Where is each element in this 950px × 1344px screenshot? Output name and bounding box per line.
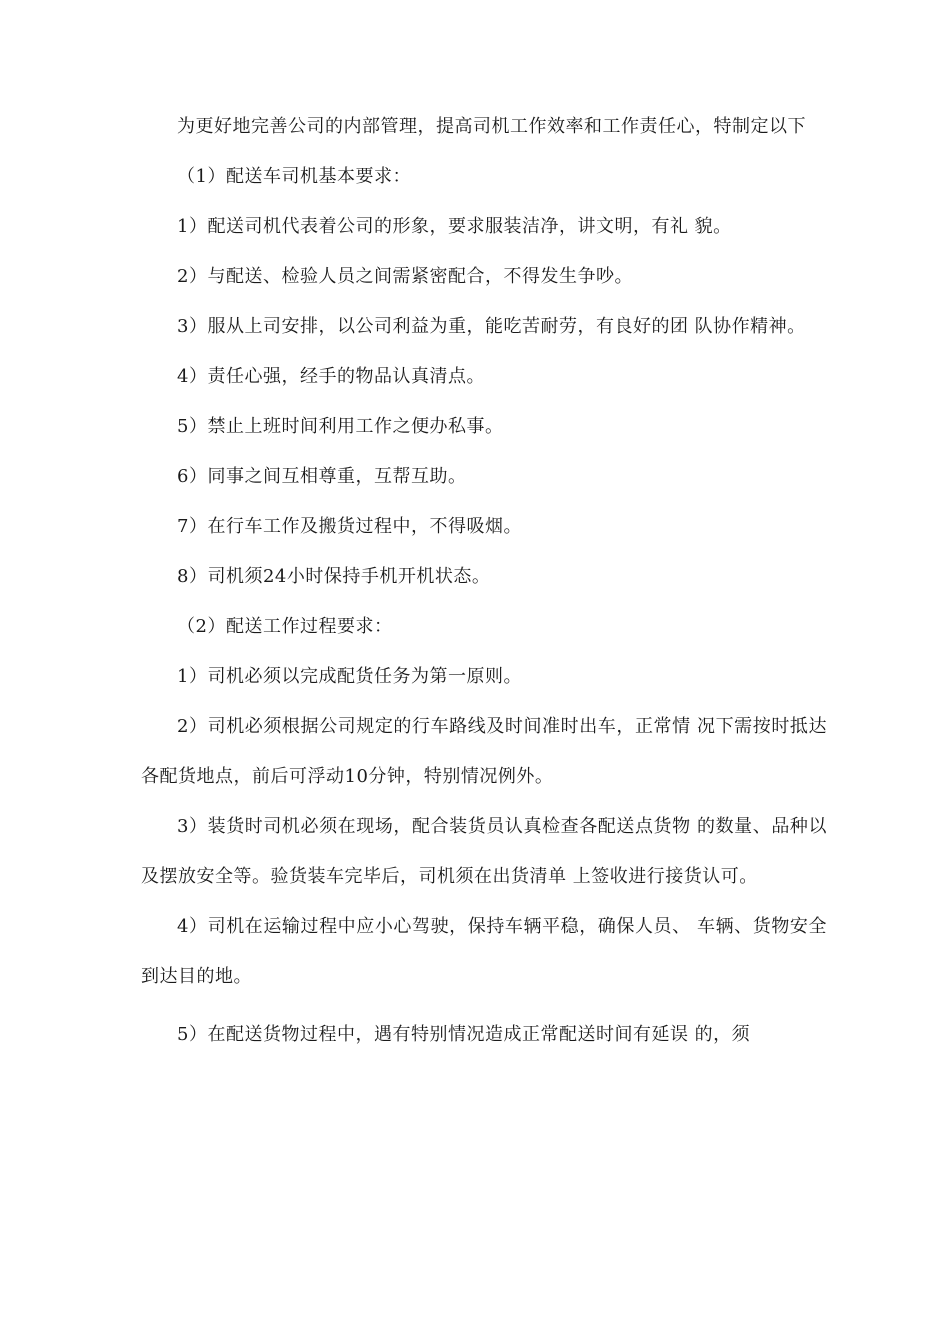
list-item: 3）装货时司机必须在现场，配合装货员认真检查各配送点货物 的数量、品种以及摆放安全等。验货装车完毕后，司机须在出货清单 上签收进行接货认可。: [141, 816, 827, 887]
section-heading-work-process: （2）配送工作过程要求：: [177, 616, 393, 637]
list-item: 1）司机必须以完成配货任务为第一原则。: [177, 666, 522, 687]
list-item: 2）与配送、检验人员之间需紧密配合，不得发生争吵。: [177, 266, 633, 287]
list-item: 5）在配送货物过程中，遇有特别情况造成正常配送时间有延误 的，须: [177, 1024, 751, 1045]
list-item: 3）服从上司安排，以公司利益为重，能吃苦耐劳，有良好的团 队协作精神。: [177, 316, 806, 337]
list-item: 6）同事之间互相尊重，互帮互助。: [177, 466, 467, 487]
list-item: 1）配送司机代表着公司的形象，要求服装洁净，讲文明，有礼 貌。: [177, 216, 732, 237]
section-heading-basic-requirements: （1）配送车司机基本要求：: [177, 166, 411, 187]
intro-paragraph: 为更好地完善公司的内部管理，提高司机工作效率和工作责任心，特制定以下: [177, 116, 806, 137]
list-item: 5）禁止上班时间利用工作之便办私事。: [177, 416, 504, 437]
document-body: [141, 102, 827, 1060]
list-item: 8）司机须24小时保持手机开机状态。: [177, 566, 491, 587]
list-item: 2）司机必须根据公司规定的行车路线及时间准时出车，正常情 况下需按时抵达各配货地点，前后可浮动10分钟，特别情况例外。: [141, 716, 827, 787]
list-item: 4）责任心强，经手的物品认真清点。: [177, 366, 485, 387]
list-item: 4）司机在运输过程中应小心驾驶，保持车辆平稳，确保人员、 车辆、货物安全到达目的地。: [141, 916, 827, 987]
list-item: 7）在行车工作及搬货过程中，不得吸烟。: [177, 516, 522, 537]
